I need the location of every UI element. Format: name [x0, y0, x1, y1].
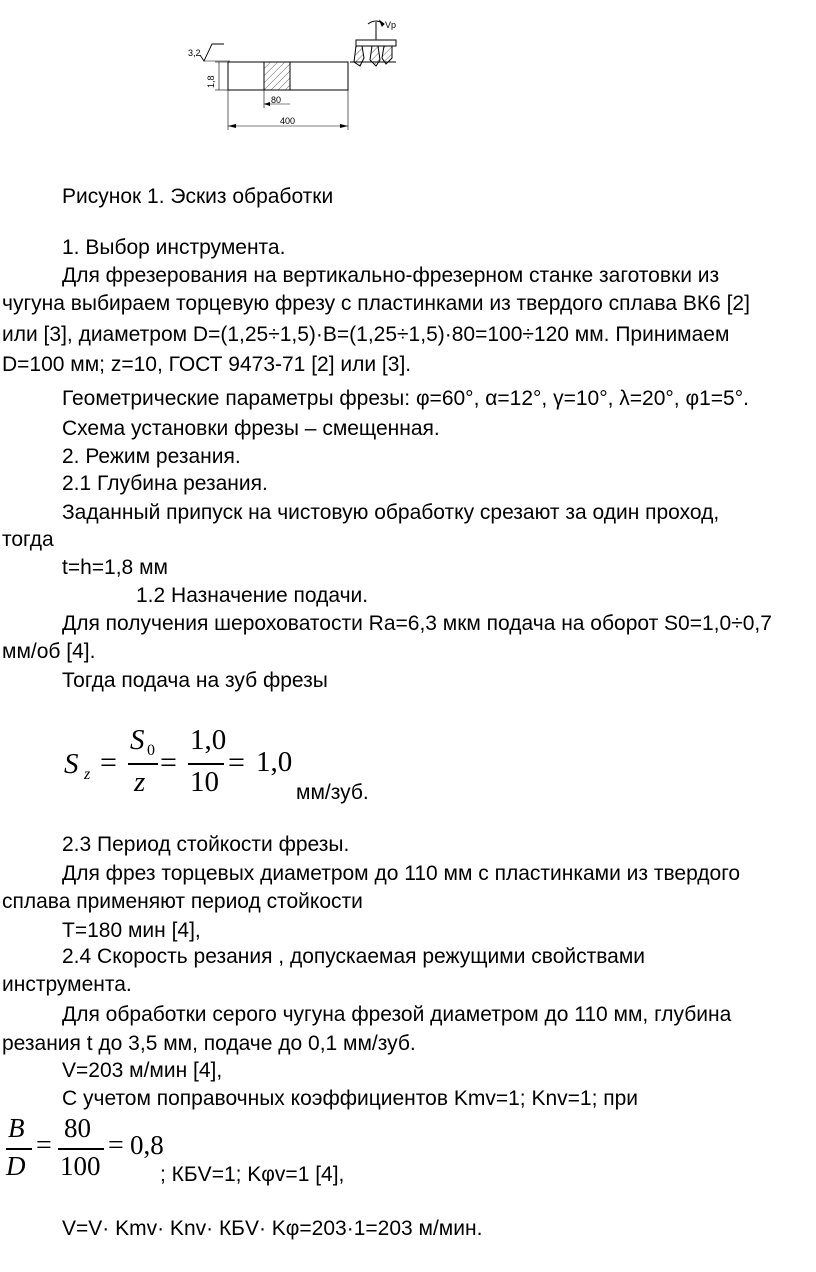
text-line: 1. Выбор инструмента.	[62, 236, 286, 259]
formula-equals: =	[100, 746, 117, 779]
text-line: Схема установки фрезы – смещенная.	[62, 417, 440, 440]
fraction-bar	[58, 1148, 104, 1150]
text-line: 2. Режим резания.	[62, 445, 241, 468]
formula-result: 1,0	[256, 746, 293, 778]
text-line: Тогда подача на зуб фрезы	[62, 669, 328, 692]
text-line: резания t до 3,5 мм, подаче до 0,1 мм/зуб.	[2, 1032, 416, 1055]
text-line: Для фрез торцевых диаметром до 110 мм с пластинками из твердого	[62, 862, 741, 885]
text-line: чугуна выбираем торцевую фрезу с пластинками из твердого сплава ВК6 [2]	[2, 292, 750, 315]
roughness-label: 3,2	[188, 48, 201, 58]
text-line: сплава применяют период стойкости	[2, 890, 363, 913]
formula-denominator: 10	[190, 766, 219, 798]
text-line: ; КБV=1; Kφv=1 [4],	[160, 1163, 345, 1186]
formula-result: 0,8	[130, 1130, 164, 1160]
length-dimension: 400	[280, 116, 296, 126]
text-line: T=180 мин [4],	[62, 919, 201, 942]
text-line: V=203 м/мин [4],	[62, 1059, 223, 1082]
text-line: тогда	[2, 528, 54, 551]
text-line: 1.2 Назначение подачи.	[136, 584, 369, 607]
milled-zone	[264, 62, 290, 90]
fraction-bar	[188, 763, 224, 765]
formula-subscript: 0	[147, 742, 155, 759]
formula-equals: =	[228, 746, 245, 779]
formula-denominator: 100	[60, 1151, 101, 1181]
text-line: V=V· Kmv· Knv· КБV· Kφ=203·1=203 м/мин.	[62, 1217, 483, 1240]
formula-numerator: 80	[64, 1113, 91, 1143]
formula-numerator: B	[8, 1113, 25, 1143]
height-dimension: 1,8	[206, 75, 216, 88]
text-line: Для получения шероховатости Ra=6,3 мкм подача на оборот S0=1,0÷0,7	[62, 612, 772, 635]
formula-numerator: 1,0	[190, 724, 227, 756]
text-line: D=100 мм; z=10, ГОСТ 9473-71 [2] или [3].	[2, 353, 412, 376]
formula-equals: =	[160, 746, 177, 779]
formula-numerator: S	[130, 724, 145, 756]
text-line: Для фрезерования на вертикально-фрезерном станке заготовки из	[62, 264, 720, 287]
text-line: Геометрические параметры фрезы: φ=60°, α=12°, γ=10°, λ=20°, φ1=5°.	[62, 387, 749, 410]
roughness-mark	[200, 44, 224, 61]
formula-denominator: z	[134, 766, 146, 798]
figure-caption: Рисунок 1. Эскиз обработки	[62, 185, 334, 208]
text-line: Для обработки серого чугуна фрезой диаметром до 110 мм, глубина	[62, 1003, 732, 1026]
formula-symbol: S	[64, 748, 79, 780]
formula-unit: мм/зуб.	[296, 781, 369, 804]
text-line: С учетом поправочных коэффициентов Kmv=1; Knv=1; при	[62, 1087, 639, 1110]
text-line: 2.4 Скорость резания , допускаемая режущими свойствами	[62, 945, 645, 968]
text-line: инструмента.	[2, 973, 132, 996]
fraction-bar	[6, 1148, 32, 1150]
feed-label: Vp	[385, 20, 397, 30]
text-line: t=h=1,8 мм	[62, 556, 168, 579]
formula-denominator: D	[6, 1151, 26, 1181]
formula-subscript: z	[84, 766, 91, 783]
text-line: 2.1 Глубина резания.	[62, 472, 268, 495]
text-line: 2.3 Период стойкости фрезы.	[62, 833, 350, 856]
formula-equals: =	[36, 1130, 52, 1161]
machining-sketch	[0, 0, 816, 150]
text-line: мм/об [4].	[2, 640, 96, 663]
fraction-bar	[128, 763, 158, 765]
formula-equals: =	[108, 1130, 124, 1161]
width-dimension: 80	[271, 95, 282, 105]
text-line: Заданный припуск на чистовую обработку срезают за один проход,	[62, 501, 720, 524]
text-line: или [3], диаметром D=(1,25÷1,5)·B=(1,25÷1,5)·80=100÷120 мм. Принимаем	[2, 323, 730, 346]
